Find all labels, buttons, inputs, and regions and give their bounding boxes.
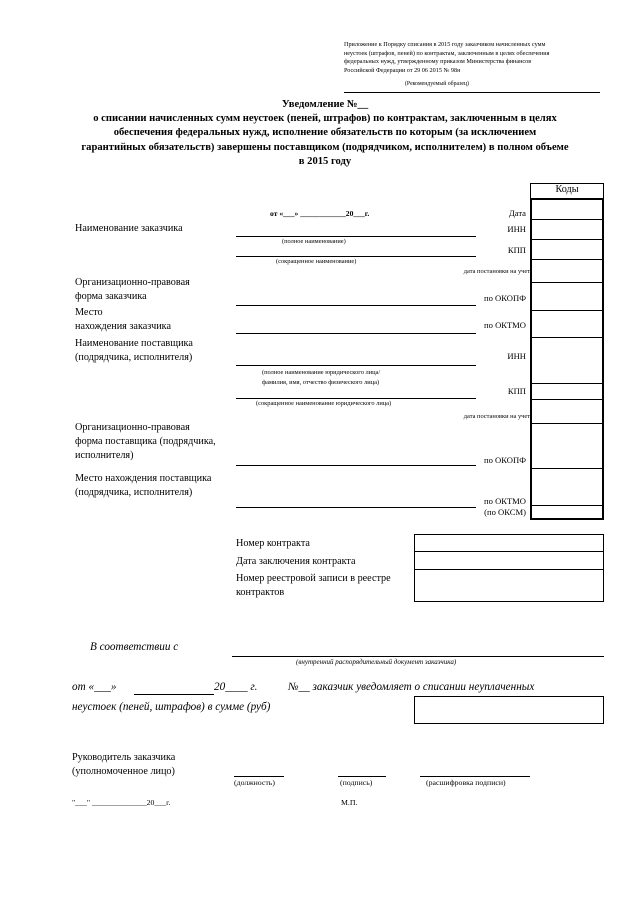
notice-date-line[interactable] bbox=[134, 694, 214, 695]
label-line: Место bbox=[75, 307, 103, 318]
label-line: Номер реестровой записи в реестре bbox=[236, 573, 391, 584]
contract-number-label: Номер контракта bbox=[236, 538, 310, 549]
signature-line[interactable] bbox=[338, 776, 386, 777]
position-line[interactable] bbox=[234, 776, 284, 777]
title-line: обеспечения федеральных нужд, исполнение обязательств по которым (за исключением bbox=[113, 127, 537, 139]
contract-date-label: Дата заключения контракта bbox=[236, 556, 356, 567]
supplier-org-form-label bbox=[75, 421, 216, 463]
code-label-inn: ИНН bbox=[507, 224, 526, 234]
code-label-kpp-supplier: КПП bbox=[507, 386, 526, 396]
customer-full-name-hint: (полное наименование) bbox=[282, 238, 346, 245]
document-title bbox=[60, 98, 590, 169]
code-row-divider bbox=[530, 239, 604, 240]
customer-org-form-line[interactable] bbox=[236, 305, 476, 306]
code-row-divider bbox=[530, 310, 604, 311]
appendix-note bbox=[344, 41, 549, 75]
head-label bbox=[72, 751, 175, 779]
code-label-okopf-supplier: по ОКОПФ bbox=[484, 455, 526, 465]
label-line: (уполномоченное лицо) bbox=[72, 766, 175, 777]
supplier-name-label bbox=[75, 337, 193, 365]
code-label-kpp: КПП bbox=[507, 245, 526, 255]
decoding-hint: (расшифровка подписи) bbox=[426, 778, 506, 787]
amount-field[interactable] bbox=[414, 696, 604, 724]
supplier-name-line[interactable] bbox=[236, 365, 476, 366]
notice-from: от «___» bbox=[72, 681, 117, 693]
code-label-reg-date-supplier: дата постановки на учет bbox=[463, 413, 530, 420]
codes-column bbox=[530, 198, 604, 520]
stamp-place: М.П. bbox=[341, 798, 358, 807]
appendix-line: неустоек (штрафов, пеней) по контрактам, заключенным в целях обеспечения bbox=[344, 49, 550, 57]
title-line: гарантийных обязательств) завершены поставщиком (подрядчиком, исполнителем) в полном объеме bbox=[81, 141, 569, 153]
code-row-divider bbox=[530, 505, 604, 506]
customer-full-name-line[interactable] bbox=[236, 236, 476, 237]
internal-doc-line[interactable] bbox=[232, 656, 604, 657]
signature-hint: (подпись) bbox=[340, 778, 373, 787]
decoding-line[interactable] bbox=[420, 776, 530, 777]
appendix-underline bbox=[344, 92, 600, 93]
notice-number-text: №__ заказчик уведомляет о списании неуплаченных bbox=[288, 681, 535, 693]
codes-header: Коды bbox=[555, 184, 579, 195]
code-label-oksm: (по ОКСМ) bbox=[484, 507, 526, 517]
signature-date: "___" ______________20___г. bbox=[72, 798, 171, 807]
code-label-oktmo-supplier: по ОКТМО bbox=[484, 496, 526, 506]
code-row-divider bbox=[530, 423, 604, 424]
customer-location-line[interactable] bbox=[236, 333, 476, 334]
label-line: Руководитель заказчика bbox=[72, 752, 176, 763]
code-label-okopf: по ОКОПФ bbox=[484, 293, 526, 303]
label-line: нахождения заказчика bbox=[75, 321, 171, 332]
label-line: (подрядчика, исполнителя) bbox=[75, 352, 193, 363]
title-line: о списании начисленных сумм неустоек (пеней, штрафов) по контрактам, заключенным в целях bbox=[93, 113, 557, 125]
customer-short-name-line[interactable] bbox=[236, 256, 476, 257]
supplier-name-hint bbox=[262, 368, 380, 388]
code-row-divider bbox=[530, 383, 604, 384]
label-line: Организационно-правовая bbox=[75, 422, 190, 433]
supplier-org-form-line[interactable] bbox=[236, 465, 476, 466]
code-row-divider bbox=[530, 399, 604, 400]
notice-date: от «___» ____________20___г. bbox=[270, 209, 370, 218]
supplier-location-label bbox=[75, 472, 211, 500]
code-row-divider bbox=[530, 337, 604, 338]
code-row-divider bbox=[530, 259, 604, 260]
label-line: исполнителя) bbox=[75, 450, 134, 461]
notice-year: 20____ г. bbox=[214, 681, 258, 693]
contract-registry-label bbox=[236, 572, 391, 600]
code-label-oktmo: по ОКТМО bbox=[484, 320, 526, 330]
code-label-reg-date: дата постановки на учет bbox=[463, 268, 530, 275]
appendix-line: федеральных нужд, утвержденному приказом Министерства финансов bbox=[344, 58, 532, 66]
code-label-date: Дата bbox=[508, 208, 526, 218]
customer-short-name-hint: (сокращенное наименование) bbox=[276, 258, 357, 265]
label-line: Организационно-правовая bbox=[75, 277, 190, 288]
hint-line: (полное наименование юридического лица/ bbox=[262, 369, 381, 376]
code-row-divider bbox=[530, 468, 604, 469]
label-line: форма заказчика bbox=[75, 291, 147, 302]
contract-number-field[interactable] bbox=[414, 534, 604, 551]
code-label-inn-supplier: ИНН bbox=[507, 351, 526, 361]
supplier-short-name-line[interactable] bbox=[236, 398, 476, 399]
position-hint: (должность) bbox=[234, 778, 275, 787]
penalties-text: неустоек (пеней, штрафов) в сумме (руб) bbox=[72, 701, 271, 713]
label-line: контрактов bbox=[236, 587, 285, 598]
label-line: форма поставщика (подрядчика, bbox=[75, 436, 216, 447]
appendix-line: Приложение к Порядку списания в 2015 году заказчиком начисленных сумм bbox=[344, 41, 546, 48]
title-line: в 2015 году bbox=[298, 155, 352, 167]
accordance-text: В соответствии с bbox=[90, 641, 179, 653]
title-line: Уведомление №__ bbox=[281, 99, 369, 110]
customer-name-label: Наименование заказчика bbox=[75, 223, 183, 234]
internal-doc-hint: (внутренний распорядительный документ заказчика) bbox=[296, 658, 457, 666]
code-row-divider bbox=[530, 282, 604, 283]
supplier-location-line[interactable] bbox=[236, 507, 476, 508]
hint-line: фамилия, имя, отчество физического лица) bbox=[262, 379, 380, 386]
recommended-sample: (Рекомендуемый образец) bbox=[405, 81, 469, 87]
code-row-divider bbox=[530, 219, 604, 220]
label-line: (подрядчика, исполнителя) bbox=[75, 487, 193, 498]
contract-date-field[interactable] bbox=[414, 552, 604, 569]
contract-registry-field[interactable] bbox=[414, 570, 604, 602]
label-line: Наименование поставщика bbox=[75, 338, 193, 349]
appendix-line: Российской Федерации от 29 06 2015 № 98н bbox=[344, 66, 461, 74]
supplier-short-name-hint: (сокращенное наименование юридического лица) bbox=[256, 400, 392, 407]
label-line: Место нахождения поставщика bbox=[75, 473, 212, 484]
customer-org-form-label bbox=[75, 276, 190, 304]
customer-location-label bbox=[75, 306, 171, 334]
